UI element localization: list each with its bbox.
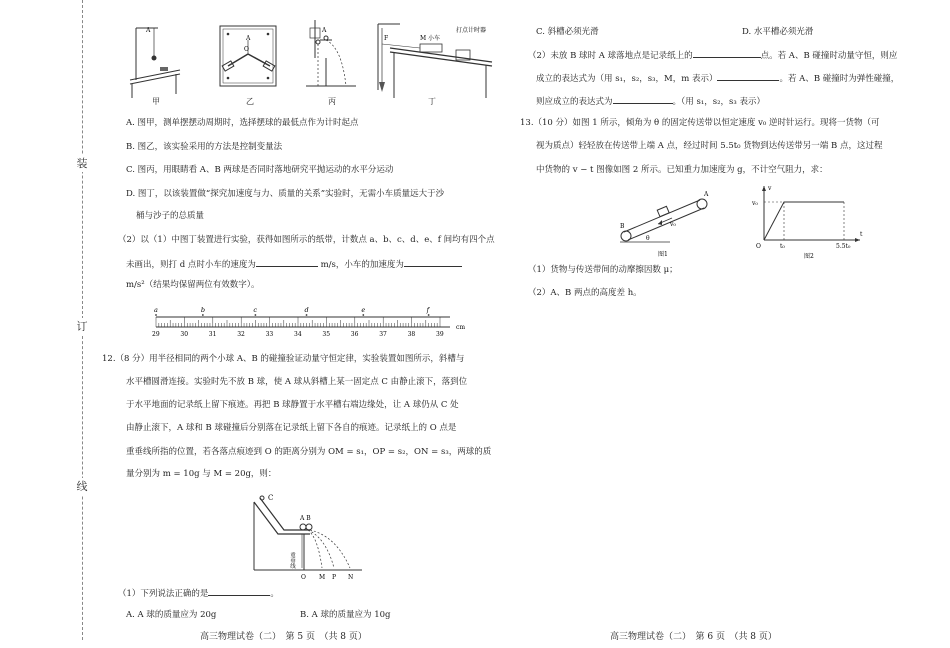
q12-2-line1: （2）未放 B 球时 A 球落地点是记录纸上的 点。若 A、B 碰撞时动量守恒，则应 [528,48,897,63]
q13-line2: 视为质点）轻轻放在传送带上端 A 点，经过时间 5.5t₀ 货物到达传送带另一端 B 点，这过程 [536,141,883,151]
ruler-tick-label: 37 [379,331,387,338]
fig-label-yi: 乙 [246,97,254,106]
ruler-tick-label: 30 [180,331,189,338]
conveyor-belt-figure [610,186,720,258]
counting-point-dot [202,314,204,316]
option-d-line1: D. 图丁，以该装置做“探究加速度与力、质量的关系”实验时，无需小车质量远大于沙 [126,189,445,199]
q12-option-a: A. A 球的质量应为 20g [126,610,217,620]
bing-label-a: A [322,27,327,34]
q13-1: （1）货物与传送带间的动摩擦因数 μ； [528,265,678,275]
apparatus-figures [120,18,500,100]
q12-line3: 于水平地面的记录纸上留下痕迹。再把 B 球静置于水平槽右端边缘处，让 A 球仍从 C 处 [126,400,459,410]
fig12-label-p: P [332,574,337,580]
fig12-label-o: O [301,574,306,580]
fig1-caption: 图1 [658,251,668,258]
answer-blank-elastic [613,94,673,104]
counting-point-label: f [426,306,430,314]
answer-blank-momentum [717,71,779,81]
answer-blank-q12-1 [208,586,270,596]
q12-line2: 水平槽圆滑连接。实验时先不放 B 球，使 A 球从斜槽上某一固定点 C 由静止滚下，落到位 [126,377,468,387]
ruler-tick-label: 35 [322,331,331,338]
answer-blank-acceleration [404,257,462,267]
ruler-tick-label: 39 [436,331,444,338]
fig2-caption: 图2 [804,253,814,260]
ruler-tick-label: 36 [350,331,359,338]
fig2-label-v: v [768,185,772,192]
counting-point-label: e [361,306,366,314]
option-c: C. 图丙，用眼睛看 A、B 两球是否同时落地研究平抛运动的水平分运动 [126,165,394,175]
q13-line3: 中货物的 v − t 图像如图 2 所示。已知重力加速度为 g，不计空气阻力，求： [536,165,828,175]
answer-blank-velocity [256,257,318,267]
ruler-tick-label: 33 [265,331,274,338]
fig1-label-theta: θ [646,235,650,242]
footer-right: 高三物理试卷（二） 第 6 页 （共 8 页） [610,632,777,642]
velocity-time-graph [748,180,868,260]
q12-1: （1）下列说法正确的是 。 [118,586,279,601]
fig12-label-n: N [348,574,354,580]
figure-ding-cart [378,24,492,98]
option-b: B. 图乙，该实验采用的方法是控制变量法 [126,142,283,152]
fig12-label-plumb: 重垂线 [289,552,295,569]
ruler-tick-label: 31 [208,331,217,338]
q12-option-b: B. A 球的质量应为 10g [300,610,391,620]
fig1-label-a: A [704,191,709,198]
fig2-label-t55: 5.5t₀ [836,243,851,250]
fig2-label-t: t [860,231,863,238]
q12-2-line3: 则应成立的表达式为 。（用 s₁，s₂，s₃ 表示） [536,94,765,109]
fig12-label-ab: A B [300,515,311,522]
q12-line1: 12.（8 分）用半径相同的两个小球 A、B 的碰撞验证动量守恒定律，实验装置如图所示，斜槽与 [102,354,465,364]
figure-jia-pendulum [130,27,180,98]
fig12-label-m: M [319,574,326,580]
ruler-tick-label: 38 [407,331,416,338]
counting-point-dot [362,314,364,316]
ruler-tick-label: 29 [152,331,160,338]
binding-mark-zhuang: 装 [73,155,91,172]
counting-point-label: a [154,306,158,314]
ruler-tick-label: 32 [237,331,245,338]
q11-2-unit: m/s，小车的加速度为 [320,260,404,270]
ding-label-m: M 小车 [420,35,441,42]
q12-option-d: D. 水平槽必须光滑 [742,27,814,37]
counting-point-label: b [200,306,206,314]
collision-apparatus-figure [250,490,370,580]
fig2-label-t0: t₀ [780,243,785,250]
yi-label-a: A [246,35,251,42]
counting-point-dot [306,314,308,316]
fig-label-ding: 丁 [428,97,436,106]
option-d-line2: 桶与沙子的总质量 [136,211,205,221]
counting-point-dot [428,314,430,316]
counting-point-dot [155,314,157,316]
q11-2-text: 未画出，则打 d 点时小车的速度为 [126,260,256,270]
ruler-unit: cm [456,324,466,331]
q11-2-line3: m/s²（结果均保留两位有效数字）。 [126,280,260,290]
q12-2-line2: 成立的表达式为（用 s₁，s₂，s₃，M，m 表示） 。若 A、B 碰撞时为弹性碰撞， [536,71,899,86]
option-a: A. 图甲，测单摆摆动周期时，选择摆球的最低点作为计时起点 [126,118,359,128]
counting-point-dot [255,314,257,316]
fig1-label-v0: v₀ [670,221,676,228]
q12-option-c: C. 斜槽必须光滑 [536,27,599,37]
fig1-label-b: B [620,223,625,230]
q11-2-line2 [126,257,462,272]
q13-2: （2）A、B 两点的高度差 h。 [528,288,642,298]
figure-bing-projectile [306,20,356,86]
answer-blank-landing-point [693,48,761,58]
fig2-label-v0: v₀ [752,200,758,207]
counting-point-label: c [253,306,258,314]
footer-left: 高三物理试卷（二） 第 5 页 （共 8 页） [200,632,367,642]
ding-label-f: F [384,35,389,42]
q12-line6: 量分别为 m = 10g 与 M = 20g，则： [126,469,277,479]
jia-label-a: A [146,27,151,34]
ticker-tape-ruler [150,303,470,343]
q11-2-line1: （2）以（1）中图丁装置进行实验，获得如图所示的纸带，计数点 a、b、c、d、e、f 间均有四个点 [118,235,495,245]
fig-label-jia: 甲 [152,97,160,106]
q12-line5: 重垂线所指的位置，若各落点痕迹到 O 的距离分别为 OM = s₁，OP = s₂，ON = s₃，两球的质 [126,447,492,457]
figure-yi-board [220,26,276,86]
ruler-tick-label: 34 [294,331,302,338]
fig12-label-c: C [268,494,274,502]
yi-label-o: O [244,46,249,53]
binding-mark-ding: 订 [73,318,91,335]
counting-point-label: d [304,306,309,314]
fig-label-bing: 丙 [328,97,336,106]
q12-line4: 由静止滚下，A 球和 B 球碰撞后分别落在记录纸上留下各自的痕迹。记录纸上的 O 点是 [126,423,457,433]
fig2-label-o: O [756,243,761,250]
binding-mark-xian: 线 [73,478,91,495]
ding-label-timer: 打点计时器 [456,27,487,34]
q13-line1: 13.（10 分）如图 1 所示，倾角为 θ 的固定传送带以恒定速度 v₀ 逆时针运行。现将一货物（可 [520,118,880,128]
q12-1-text: （1）下列说法正确的是 [118,589,209,599]
